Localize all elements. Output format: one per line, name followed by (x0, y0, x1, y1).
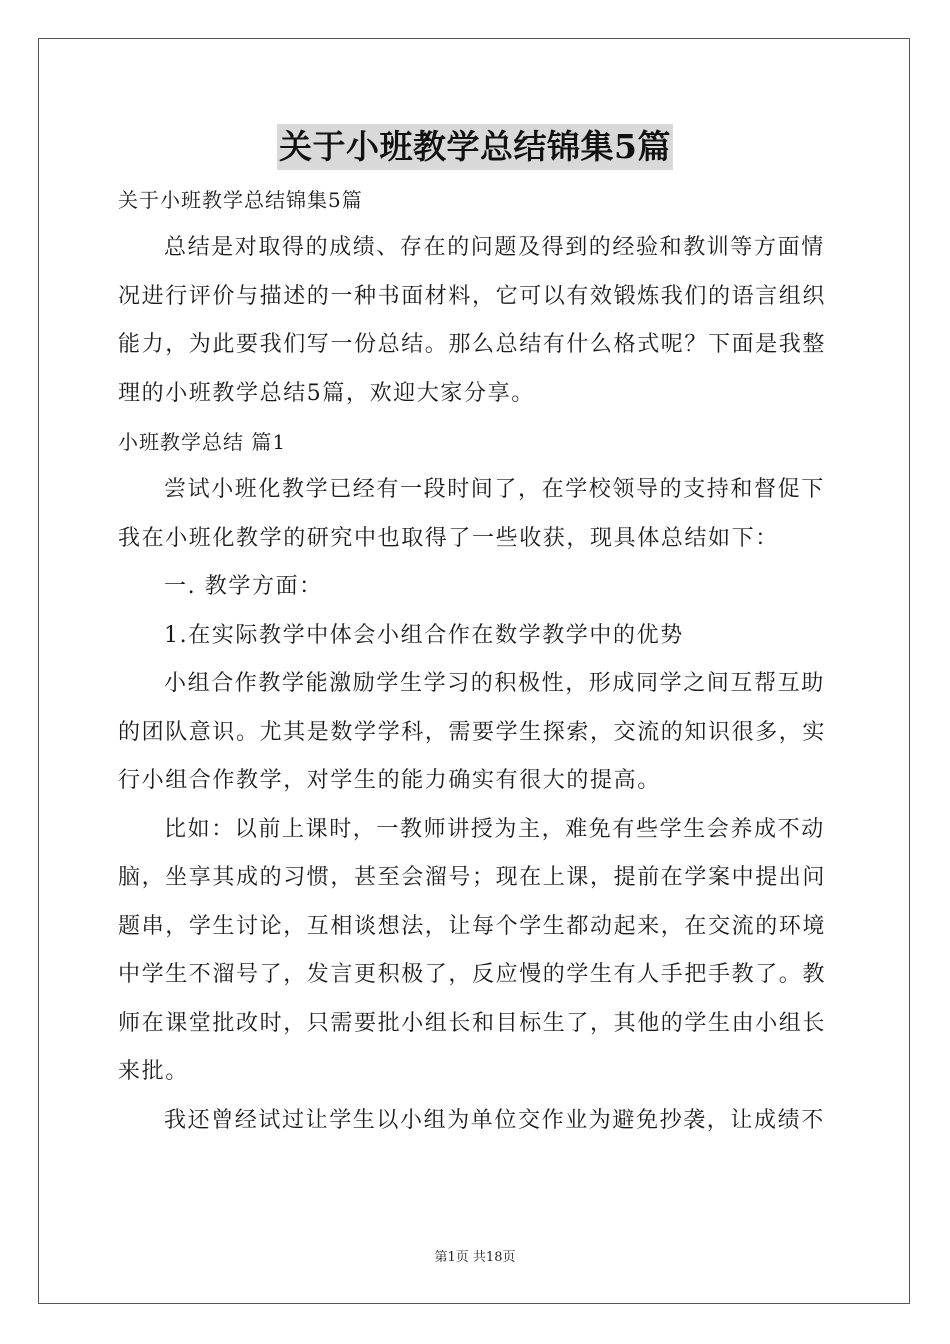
text-line: 况进行评价与描述的一种书面材料，它可以有效锻炼我们的语言组织 (118, 283, 827, 309)
paragraph-1 (118, 466, 834, 563)
section-heading: 小班教学总结 篇1 (118, 430, 287, 454)
text-line: 来批。 (118, 1059, 189, 1084)
sub-heading: 一. 教学方面： (164, 574, 323, 599)
text-line: 我在小班化教学的研究中也取得了一些收获，现具体总结如下： (118, 525, 779, 551)
paragraph-2 (118, 660, 834, 806)
page-footer: 第1页 共18页 (434, 1250, 516, 1265)
text-line: 总结是对取得的成绩、存在的问题及得到的经验和教训等方面情 (164, 235, 825, 260)
text-line: 比如：以前上课时，一教师讲授为主，难免有些学生会养成不动 (164, 816, 825, 842)
document-subtitle: 关于小班教学总结锦集5篇 (118, 188, 363, 212)
text-line: 小组合作教学能激励学生学习的积极性，形成同学之间互帮互助 (164, 671, 825, 696)
paragraph-3 (118, 806, 834, 1097)
text-line: 尝试小班化教学已经有一段时间了，在学校领导的支持和督促下 (164, 477, 825, 502)
text-line: 脑，坐享其成的习惯，甚至会溜号；现在上课，提前在学案中提出问 (118, 865, 827, 890)
text-line: 行小组合作教学，对学生的能力确实有很大的提高。 (118, 768, 661, 793)
text-line: 能力，为此要我们写一份总结。那么总结有什么格式呢？下面是我整 (118, 332, 827, 357)
document-title: 关于小班教学总结锦集5篇 (277, 124, 673, 170)
title-container (0, 124, 950, 170)
intro-paragraph (118, 224, 834, 418)
paragraph-4 (118, 1097, 834, 1146)
text-line: 我还曾经试过让学生以小组为单位交作业为避免抄袭，让成绩不 (164, 1107, 825, 1133)
text-line: 师在课堂批改时，只需要批小组长和目标生了，其他的学生由小组长 (118, 1010, 827, 1036)
text-line: 理的小班教学总结5篇，欢迎大家分享。 (118, 380, 535, 406)
text-line: 题串，学生讨论，互相谈想法，让每个学生都动起来，在交流的环境 (118, 913, 827, 939)
text-line: 中学生不溜号了，发言更积极了，反应慢的学生有人手把手教了。教 (118, 962, 827, 987)
text-line: 的团队意识。尤其是数学学科，需要学生探索，交流的知识很多，实 (118, 719, 827, 745)
document-body (118, 176, 834, 1145)
list-item-heading: 1.在实际教学中体会小组合作在数学教学中的优势 (164, 622, 684, 648)
